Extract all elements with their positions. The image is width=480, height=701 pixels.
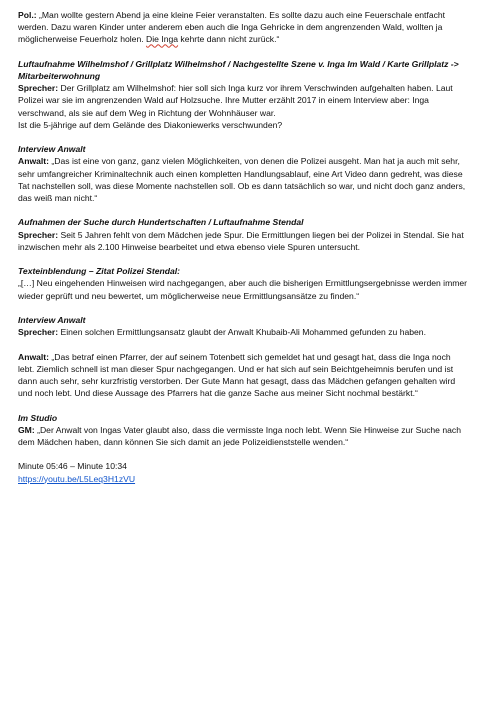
paragraph-text: Einen solchen Ermittlungsansatz glaubt der Anwalt Khubaib-Ali Mohammed gefunden zu haben. [58,327,426,338]
section-heading: Texteinblendung – Zitat Polizei Stendal: [18,266,181,277]
paragraph-text: „Das betraf einen Pfarrer, der auf seinem Totenbett sich gemeldet hat und gesagt hat, dass die Inga noch lebt. Ziemlich schnell ist man dieser Spur nachgegangen. Und er hat sich auf sein Beichtgeheimnis berufen und ist dann auch sehr, sehr kurzfristig verstorben. Der Gute Mann hat gesagt, dass das Mädchen gefangen gehalten wird und noch lebt. Und diese Aussage des Pfarrers hat die ganze Sache aus meiner Sicht nochmal bestärkt.“ [18,351,456,399]
youtube-link[interactable]: https://youtu.be/L5Leq3H1zVU [18,473,136,484]
speaker-label: Sprecher: [18,327,59,338]
section-heading: Interview Anwalt [18,315,86,325]
studio-paragraph [18,424,468,448]
police-quote-paragraph [18,9,468,46]
question-line: Ist die 5-jährige auf dem Gelände des Diakoniewerks verschwunden? [18,119,283,130]
speaker-label: Anwalt: [18,156,50,167]
paragraph-text: „Der Anwalt von Ingas Vater glaubt also, dass die vermisste Inga noch lebt. Wenn Sie Hinweise zur Suche nach dem Mädchen haben, dann können Sie sich damit an jede Polizeidienststelle wenden.“ [18,424,461,447]
speaker-label: GM: [18,424,35,435]
police-statement-quote: „[…] Neu eingehenden Hinweisen wird nachgegangen, aber auch die bisherigen Ermittlungsergebnisse werden immer wieder geprüft und neu bewertet, um möglicherweise neue Ermittlungsansätze zu finden.“ [18,278,468,301]
timestamp-line: Minute 05:46 – Minute 10:34 [18,461,127,472]
section-heading: Im Studio [18,412,58,423]
section-heading: Interview Anwalt [18,144,86,155]
paragraph-text: „Man wollte gestern Abend ja eine kleine Feier veranstalten. Es sollte dazu auch eine Feuerschale entfacht werden. Dazu waren Kinder unter anderem eben auch die Inga Gehricke in dem angrenzenden Wald, wollten ja möglicherweise Feuerholz holen. [18,10,446,45]
narrator-paragraph [18,229,468,253]
lawyer-paragraph [18,155,468,204]
paragraph-text: „Das ist eine von ganz, ganz vielen Möglichkeiten, von denen die Polizei ausgeht. Man hat ja auch mit sehr, sehr umfangreicher Kriminaltechnik auch einen kompletten Handlungsablauf, eine Art Video dann gedreht, was diese Tat nachstellen soll, was diese Momente nachstellen soll. Ob es dann tatsächlich so war, und nicht doch ganz anders, das weiß man nicht.“ [18,156,466,204]
section-heading: Aufnahmen der Suche durch Hundertschaften / Luftaufnahme Stendal [18,217,304,228]
paragraph-text: kehrte dann nicht zurück.“ [178,34,280,45]
spellcheck-marked-text: Die Inga [146,34,179,45]
lawyer-paragraph [18,351,468,400]
narrator-paragraph [18,82,468,119]
narrator-paragraph [18,326,468,338]
speaker-label: Sprecher: [18,229,59,240]
speaker-label: Sprecher: [18,83,59,94]
paragraph-text: Seit 5 Jahren fehlt von dem Mädchen jede Spur. Die Ermittlungen liegen bei der Polizei in Stendal. Sie hat inzwischen mehr als 2.100 Hinweise bearbeitet und etwa ebenso viele Spuren untersucht. [18,229,464,252]
section-heading: Luftaufnahme Wilhelmshof / Grillplatz Wilhelmshof / Nachgestellte Szene v. Inga Im Wald / Karte Grillplatz -> Mitarbeiterwohnung [18,58,459,81]
speaker-label: Pol.: [18,10,37,20]
paragraph-text: Der Grillplatz am Wilhelmshof: hier soll sich Inga kurz vor ihrem Verschwinden aufgehalten haben. Laut Polizei war sie im angrenzenden Wald auf Holzsuche. Ihre Mutter erzählt 2017 in einem Interview aber: Inga verschwand, als sie auf dem Weg in Richtung der Wohnhäuser war. [18,83,453,118]
speaker-label: Anwalt: [18,351,50,362]
